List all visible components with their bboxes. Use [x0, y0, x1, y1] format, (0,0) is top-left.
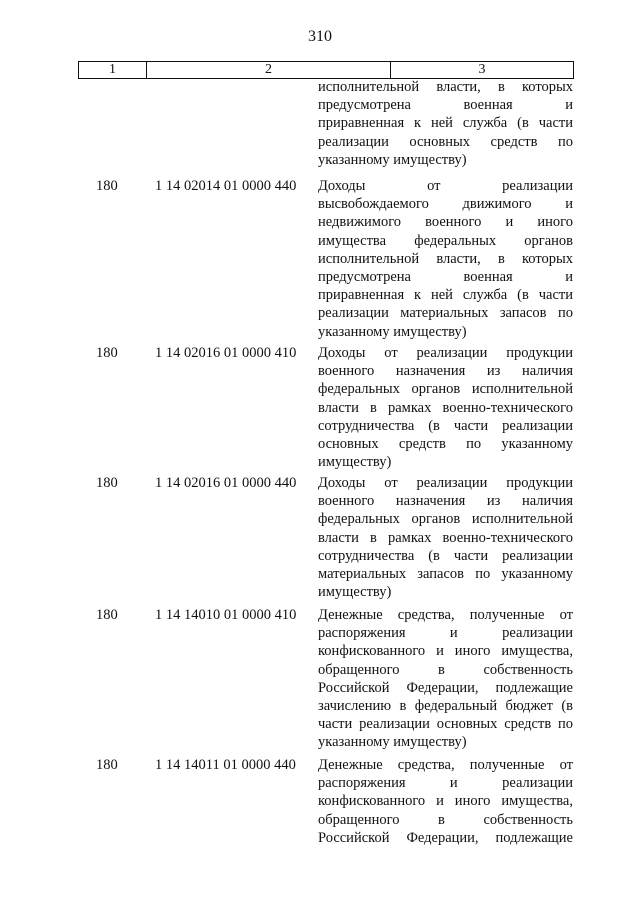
row-budget-code: 1 14 02016 01 0000 440 [155, 475, 297, 491]
description-line: исполнительной власти, в которых [318, 79, 573, 95]
row-description [318, 177, 573, 341]
description-line: указанному имуществу) [318, 734, 467, 751]
description-line: Российской Федерации, подлежащие [318, 829, 573, 846]
row-admin-code: 180 [96, 178, 118, 194]
description-line: распоряжения и реализации [318, 775, 573, 792]
row-admin-code: 180 [96, 757, 118, 773]
description-line: приравненная к ней служба (в части [318, 287, 573, 304]
description-line: сотрудничества (в части реализации [318, 417, 573, 434]
description-line: Денежные средства, полученные от [318, 757, 573, 773]
description-line: власти в рамках военно-технического [318, 529, 573, 546]
header-col-2: 2 [147, 62, 391, 78]
description-line: высвобождаемого движимого и [318, 196, 573, 213]
description-line: конфискованного и иного имущества, [318, 643, 573, 660]
description-line: предусмотрена военная и [318, 268, 573, 285]
header-col-3: 3 [478, 62, 486, 77]
description-line: военного назначения из наличия [318, 493, 573, 510]
description-line: Российской Федерации, подлежащие [318, 679, 573, 696]
description-line: военного назначения из наличия [318, 363, 573, 380]
description-line: имуществу) [318, 584, 392, 601]
row-admin-code: 180 [96, 345, 118, 361]
description-line: конфискованного и иного имущества, [318, 793, 573, 810]
row-budget-code: 1 14 02014 01 0000 440 [155, 178, 297, 194]
description-line: федеральных органов исполнительной [318, 381, 573, 398]
page-number: 310 [308, 28, 332, 45]
description-line: указанному имуществу) [318, 151, 467, 168]
description-line: имущества федеральных органов [318, 232, 573, 249]
description-line: Доходы от реализации [318, 178, 573, 194]
header-col-1: 1 [79, 62, 147, 78]
description-line: федеральных органов исполнительной [318, 511, 573, 528]
description-line: обращенного в собственность [318, 811, 573, 828]
description-line: реализации основных средств по [318, 133, 573, 150]
row-admin-code: 180 [96, 607, 118, 623]
description-line: имуществу) [318, 454, 392, 471]
description-line: сотрудничества (в части реализации [318, 547, 573, 564]
description-line: обращенного в собственность [318, 661, 573, 678]
description-line: распоряжения и реализации [318, 625, 573, 642]
description-line: зачислению в федеральный бюджет (в [318, 697, 573, 714]
row-description [318, 756, 573, 847]
table-header [78, 61, 574, 79]
row-description [318, 606, 573, 752]
row-admin-code: 180 [96, 475, 118, 491]
description-line: предусмотрена военная и [318, 97, 573, 114]
description-line: материальных запасов по указанному [318, 565, 573, 582]
description-line: Доходы от реализации продукции [318, 475, 573, 491]
row-budget-code: 1 14 14011 01 0000 440 [155, 757, 296, 773]
description-line: Доходы от реализации продукции [318, 345, 573, 361]
description-line: власти в рамках военно-технического [318, 399, 573, 416]
description-line: реализации материальных запасов по [318, 305, 573, 322]
description-line: основных средств по указанному [318, 435, 573, 452]
row-description [318, 344, 573, 471]
row-budget-code: 1 14 02016 01 0000 410 [155, 345, 297, 361]
row-budget-code: 1 14 14010 01 0000 410 [155, 607, 297, 623]
continuation-description [318, 78, 573, 169]
description-line: части реализации основных средств по [318, 716, 573, 733]
row-description [318, 474, 573, 601]
description-line: указанному имуществу) [318, 323, 467, 340]
description-line: Денежные средства, полученные от [318, 607, 573, 623]
description-line: приравненная к ней служба (в части [318, 115, 573, 132]
description-line: недвижимого военного и иного [318, 214, 573, 231]
description-line: исполнительной власти, в которых [318, 250, 573, 267]
